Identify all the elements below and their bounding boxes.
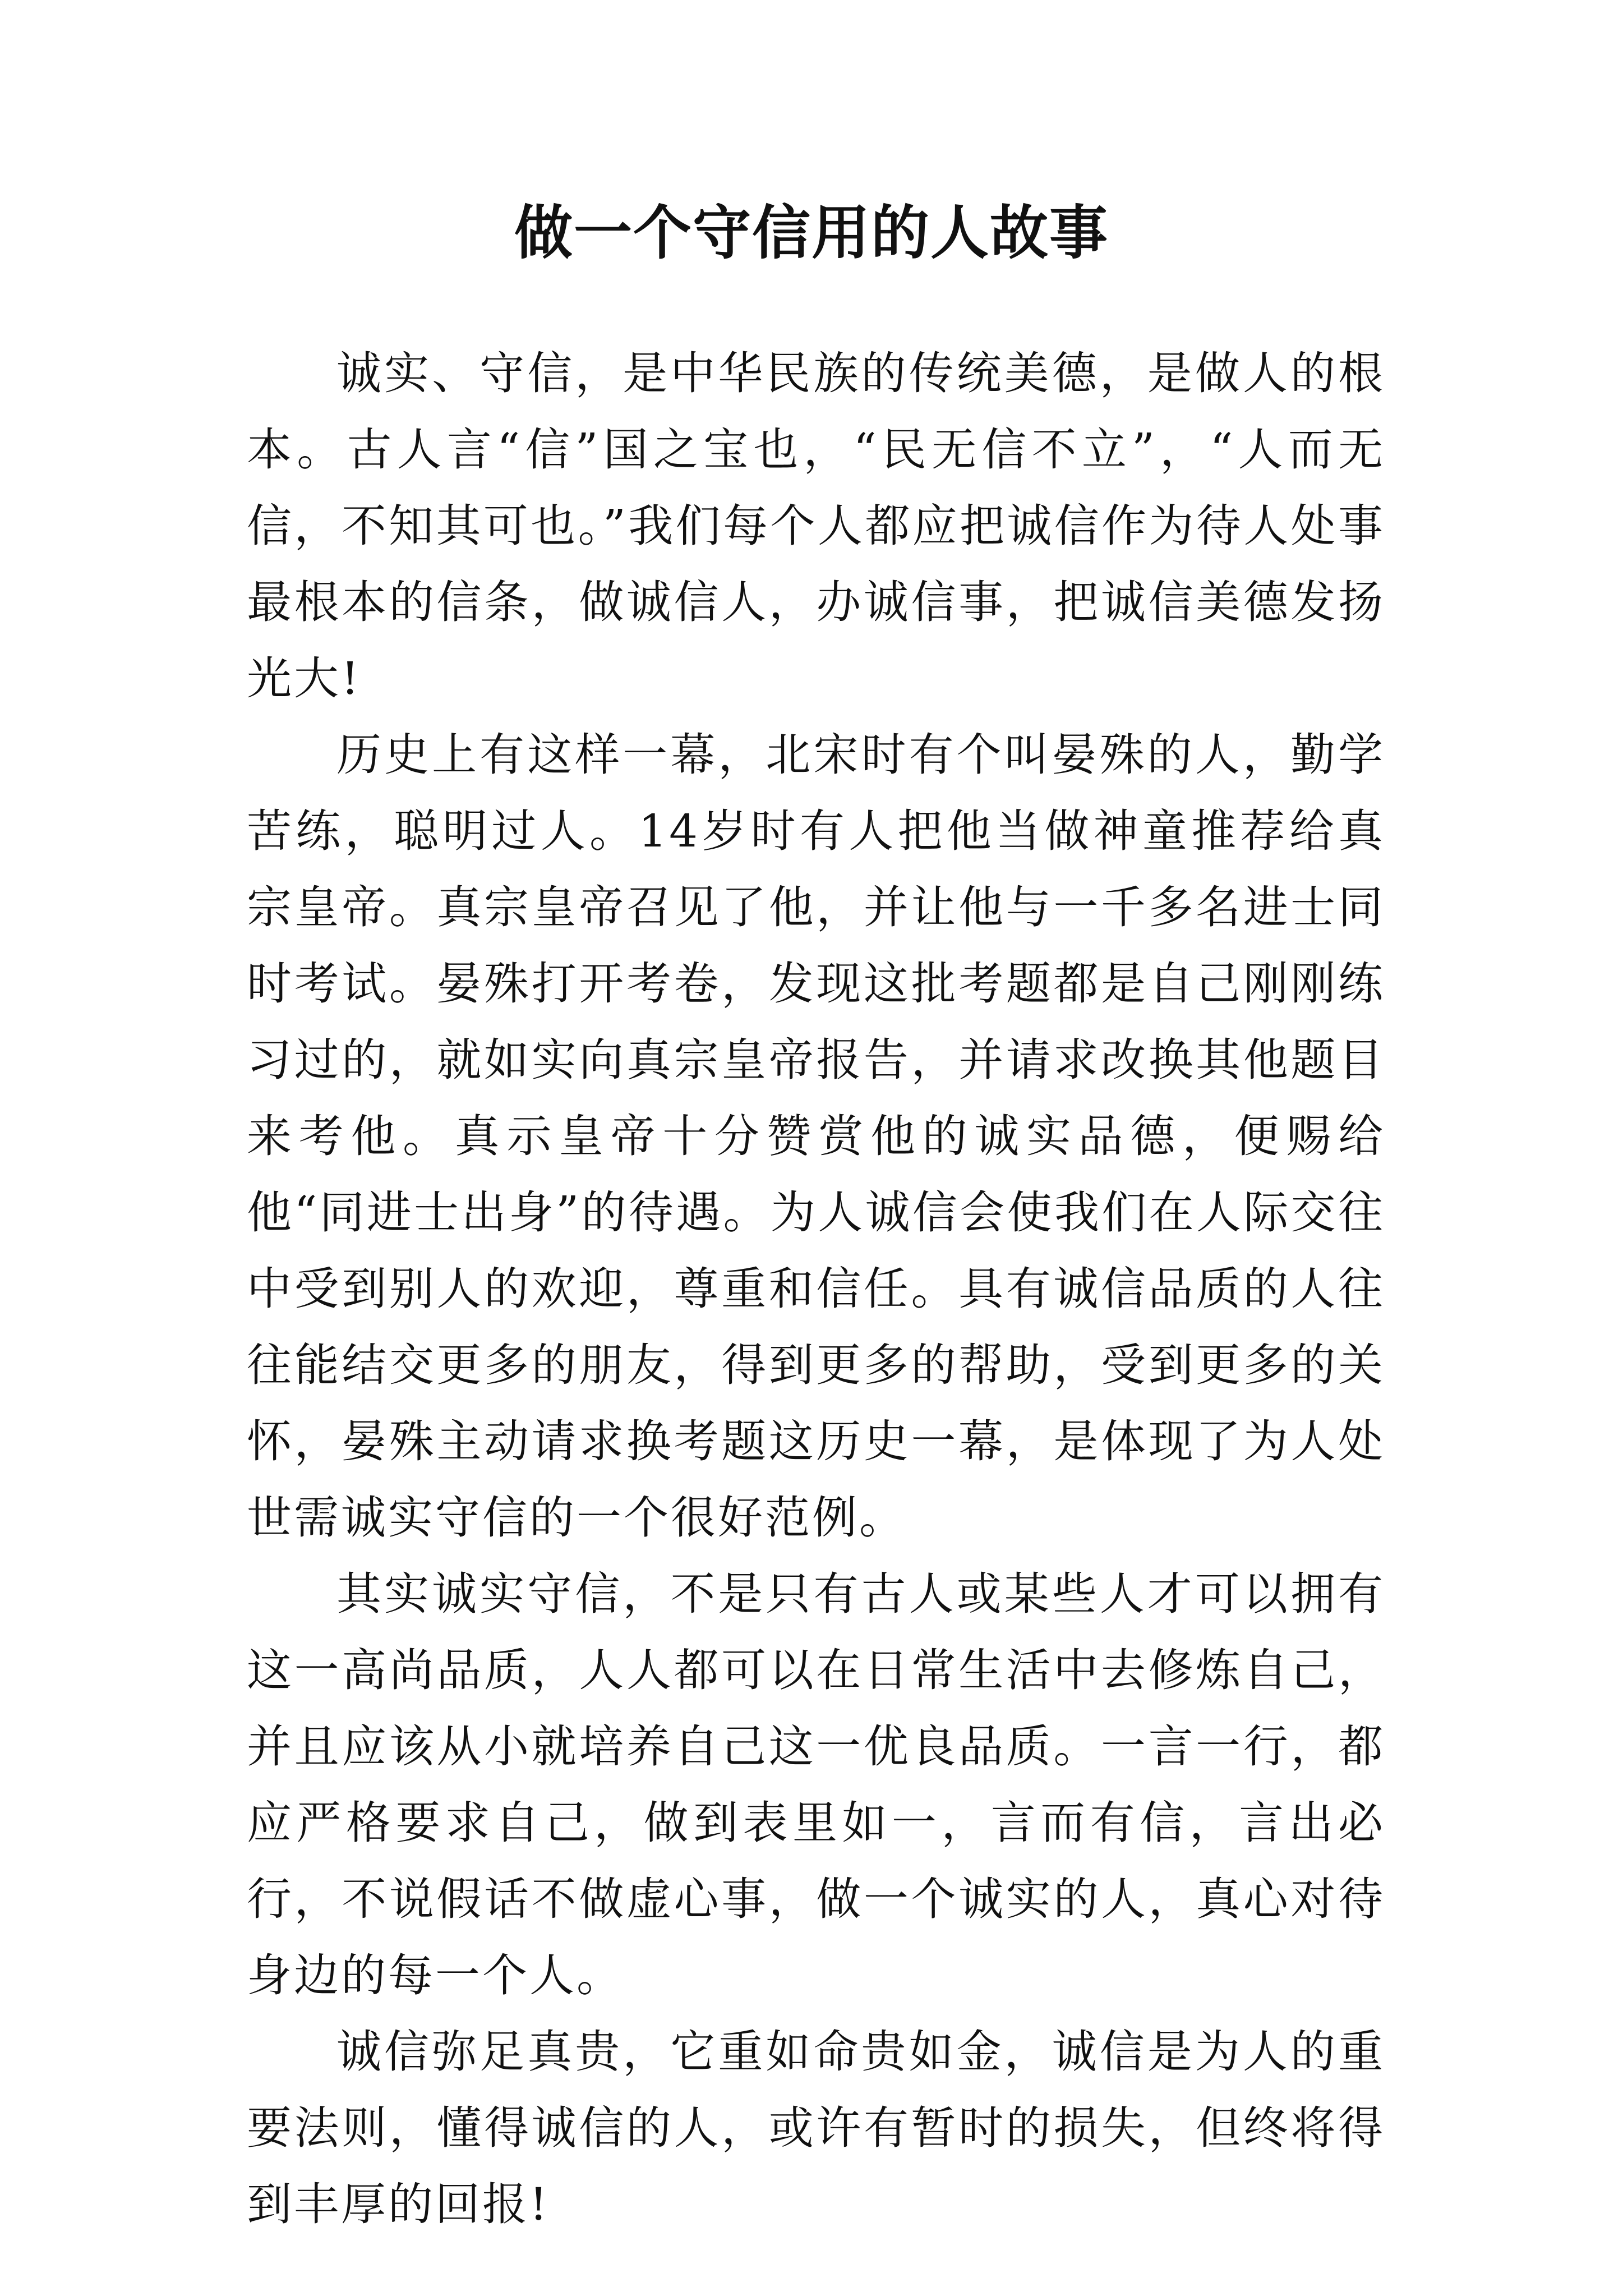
paragraph-history: 历史上有这样一幕，北宋时有个叫晏殊的人，勤学苦练，聪明过人。14岁时有人把他当做神童推荐给真宗皇帝。真宗皇帝召见了他，并让他与一千多名进士同时考试。晏殊打开考卷，发现这批考题都是自己刚刚练习过的，就如实向真宗皇帝报告，并请求改换其他题目来考他。真示皇帝十分赞赏他的诚实品德，便赐给他“同进士出身”的待遇。为人诚信会使我们在人际交往中受到别人的欢迎，尊重和信任。具有诚信品质的人往往能结交更多的朋友，得到更多的帮助，受到更多的关怀，晏殊主动请求换考题这历史一幕，是体现了为人处世需诚实守信的一个很好范例。 <box>247 729 1385 1544</box>
document-body <box>247 335 1385 2243</box>
paragraph-conclusion: 诚信弥足真贵，它重如命贵如金，诚信是为人的重要法则，懂得诚信的人，或许有暂时的损失，但终将得到丰厚的回报! <box>247 2026 1385 2230</box>
document-title: 做一个守信用的人故事 <box>514 198 1109 267</box>
paragraph-intro: 诚实、守信，是中华民族的传统美德，是做人的根本。古人言“信”国之宝也，“民无信不立”，“人而无信，不知其可也。”我们每个人都应把诚信作为待人处事最根本的信条，做诚信人，办诚信事，把诚信美德发扬光大! <box>247 347 1385 705</box>
paragraph-practice: 其实诚实守信，不是只有古人或某些人才可以拥有这一高尚品质，人人都可以在日常生活中去修炼自己，并且应该从小就培养自己这一优良品质。一言一行，都应严格要求自己，做到表里如一，言而有信，言出必行，不说假话不做虚心事，做一个诚实的人，真心对待身边的每一个人。 <box>247 1568 1385 2001</box>
